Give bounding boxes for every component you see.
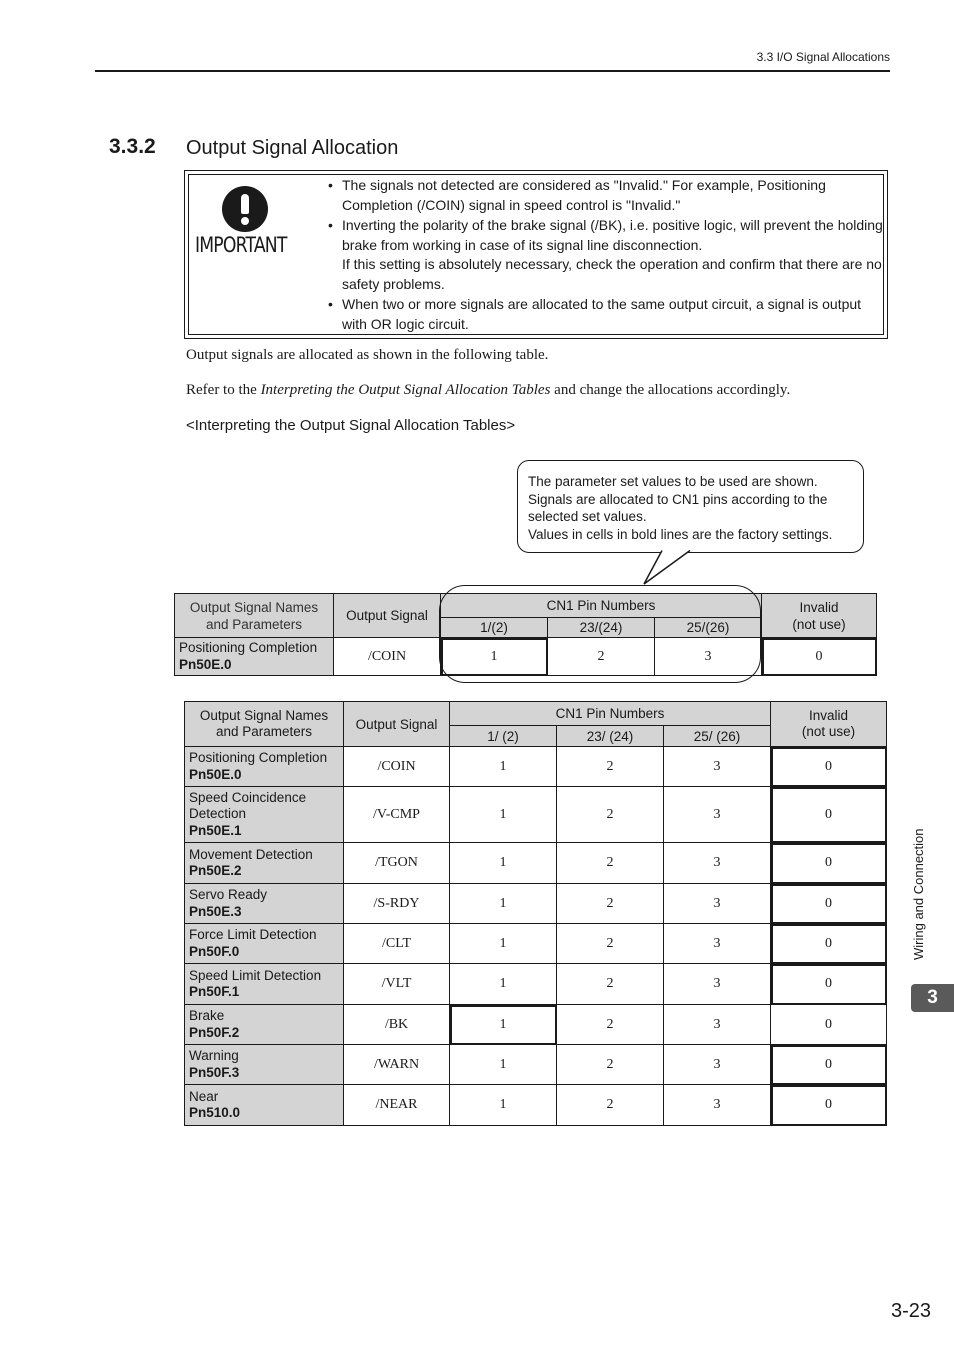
pin-value-cell: 2 <box>557 1085 664 1126</box>
pin-value-cell: 3 <box>664 747 771 787</box>
chapter-side-title: Wiring and Connection <box>911 828 926 960</box>
signal-name-cell: Movement Detection Pn50E.2 <box>185 843 344 884</box>
header-pin-1: 1/ (2) <box>450 726 557 747</box>
header-pin-23: 23/(24) <box>548 618 655 638</box>
invalid-value-cell: 0 <box>771 884 887 924</box>
header-pin-25: 25/ (26) <box>664 726 771 747</box>
example-allocation-table <box>174 593 877 676</box>
important-bullet: • Inverting the polarity of the brake signal (/BK), i.e. positive logic, will prevent the holding brake from working in case of its signal line disconnection. If this setting is absolutely necessary, check the operation and confirm that there are no safety problems. <box>328 217 883 292</box>
pin-value-cell: 2 <box>557 884 664 924</box>
invalid-value-cell: 0 <box>771 843 887 884</box>
table-row <box>185 747 887 787</box>
important-bullets <box>326 176 886 335</box>
header-rule <box>95 70 890 72</box>
header-cn1-pins: CN1 Pin Numbers <box>450 702 771 726</box>
pin-value-cell: 3 <box>664 1045 771 1085</box>
header-signal-names: Output Signal Names and Parameters <box>175 594 334 638</box>
signal-cell: /VLT <box>344 964 450 1005</box>
signal-name-cell: Positioning Completion Pn50E.0 <box>185 747 344 787</box>
pin-value-cell: 1 <box>450 884 557 924</box>
pin-value-cell: 3 <box>664 1085 771 1126</box>
invalid-value-cell: 0 <box>762 638 877 676</box>
page-number: 3-23 <box>890 1300 931 1322</box>
chapter-number-tab: 3 <box>911 984 954 1012</box>
invalid-value-cell: 0 <box>771 787 887 843</box>
header-output-signal: Output Signal <box>344 702 450 747</box>
important-label: IMPORTANT <box>195 233 287 257</box>
body-paragraph-refer: Refer to the Interpreting the Output Signal Allocation Tables and change the allocations accordingly. <box>186 382 791 398</box>
signal-cell: /BK <box>344 1005 450 1045</box>
signal-cell: /COIN <box>334 638 441 676</box>
header-invalid: Invalid (not use) <box>771 702 887 747</box>
signal-cell: /S-RDY <box>344 884 450 924</box>
pin-value-cell: 3 <box>664 1005 771 1045</box>
signal-cell: /NEAR <box>344 1085 450 1126</box>
pin-value-cell: 3 <box>664 924 771 964</box>
signal-cell: /V-CMP <box>344 787 450 843</box>
pin-value-cell: 2 <box>557 924 664 964</box>
signal-cell: /WARN <box>344 1045 450 1085</box>
invalid-value-cell: 0 <box>771 964 887 1005</box>
pin-value-cell: 1 <box>450 1085 557 1126</box>
pin-value-cell: 3 <box>664 964 771 1005</box>
table-row <box>185 1085 887 1126</box>
header-invalid: Invalid (not use) <box>762 594 877 638</box>
header-output-signal: Output Signal <box>334 594 441 638</box>
table-row <box>185 964 887 1005</box>
pin-value-cell: 1 <box>450 843 557 884</box>
signal-name-cell: Positioning Completion Pn50E.0 <box>175 638 334 676</box>
exclamation-icon <box>222 186 268 232</box>
pin-value-cell: 2 <box>557 1005 664 1045</box>
table-row <box>185 843 887 884</box>
table-row <box>185 1005 887 1045</box>
signal-name-cell: Force Limit Detection Pn50F.0 <box>185 924 344 964</box>
output-signal-allocation-table <box>184 701 887 1126</box>
table-row <box>185 884 887 924</box>
pin-value-cell: 2 <box>557 747 664 787</box>
pin-value-cell: 1 <box>450 964 557 1005</box>
table-row <box>185 924 887 964</box>
signal-name-cell: Brake Pn50F.2 <box>185 1005 344 1045</box>
pin-value-cell: 3 <box>664 787 771 843</box>
pin-value-cell: 2 <box>557 843 664 884</box>
signal-name-cell: Speed Coincidence Detection Pn50E.1 <box>185 787 344 843</box>
invalid-value-cell: 0 <box>771 1005 887 1045</box>
signal-name-cell: Warning Pn50F.3 <box>185 1045 344 1085</box>
pin-value-cell: 2 <box>557 1045 664 1085</box>
important-bullet: • When two or more signals are allocated to the same output circuit, a signal is output with OR logic circuit. <box>328 296 862 332</box>
pin-value-cell: 1 <box>450 1005 557 1045</box>
signal-name-cell: Speed Limit Detection Pn50F.1 <box>185 964 344 1005</box>
pin-value-cell: 1 <box>450 787 557 843</box>
callout-text: The parameter set values to be used are shown. Signals are allocated to CN1 pins according to the selected set values. Values in cells in bold lines are the factory settings. <box>528 474 833 542</box>
section-number: 3.3.2 <box>109 135 156 158</box>
important-bullet: • The signals not detected are considered as "Invalid." For example, Positioning Completion (/COIN) signal in speed control is "Invalid." <box>328 177 826 213</box>
pin-value-cell: 2 <box>548 638 655 676</box>
invalid-value-cell: 0 <box>771 924 887 964</box>
pin-value-cell: 1 <box>450 924 557 964</box>
pin-value-cell: 3 <box>664 843 771 884</box>
pin-value-cell: 1 <box>450 747 557 787</box>
invalid-value-cell: 0 <box>771 1085 887 1126</box>
signal-name-cell: Servo Ready Pn50E.3 <box>185 884 344 924</box>
subheading-interpreting: <Interpreting the Output Signal Allocation Tables> <box>186 417 516 434</box>
signal-name-cell: Near Pn510.0 <box>185 1085 344 1126</box>
pin-value-cell: 3 <box>664 884 771 924</box>
pin-value-cell: 3 <box>655 638 762 676</box>
table-row <box>185 787 887 843</box>
invalid-value-cell: 0 <box>771 1045 887 1085</box>
running-header: 3.3 I/O Signal Allocations <box>756 50 890 64</box>
table-row <box>185 1045 887 1085</box>
body-paragraph: Output signals are allocated as shown in the following table. <box>186 347 549 363</box>
signal-cell: /CLT <box>344 924 450 964</box>
pin-value-cell: 2 <box>557 964 664 1005</box>
pin-value-cell: 1 <box>450 1045 557 1085</box>
header-pin-1: 1/(2) <box>441 618 548 638</box>
invalid-value-cell: 0 <box>771 747 887 787</box>
signal-cell: /TGON <box>344 843 450 884</box>
header-pin-25: 25/(26) <box>655 618 762 638</box>
pin-value-cell: 1 <box>441 638 548 676</box>
section-title: Output Signal Allocation <box>186 137 399 159</box>
signal-cell: /COIN <box>344 747 450 787</box>
pin-value-cell: 2 <box>557 787 664 843</box>
header-pin-23: 23/ (24) <box>557 726 664 747</box>
header-signal-names: Output Signal Names and Parameters <box>185 702 344 747</box>
header-cn1-pins: CN1 Pin Numbers <box>441 594 762 618</box>
